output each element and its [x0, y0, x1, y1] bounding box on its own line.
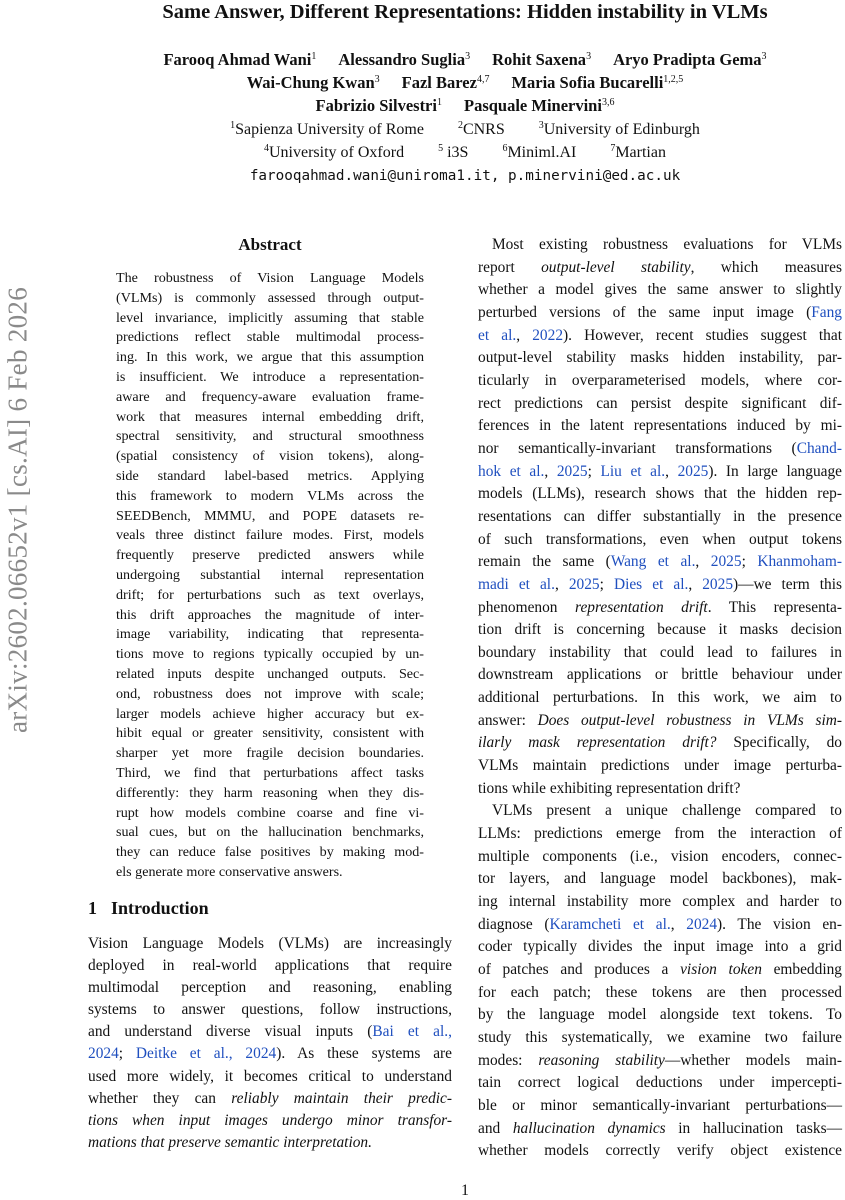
- affiliation-marker: 1: [436, 97, 442, 108]
- text-line: tion drift is concerning because it masks decision: [478, 621, 842, 639]
- abstract-body: [116, 269, 424, 883]
- text-line: whether they can reliably maintain their predic-: [88, 1089, 452, 1107]
- text-line: Third, we find that perturbations affect tasks: [116, 764, 424, 781]
- text-line: hibit equal or greater sensitivity, consistent with: [116, 725, 424, 742]
- text-line: differently: they harm reasoning when they dis-: [116, 784, 424, 801]
- citation-link[interactable]: et al.: [478, 326, 517, 344]
- page-number: 1: [461, 1182, 469, 1199]
- affiliation-marker: 4: [264, 143, 269, 154]
- arxiv-identifier: arXiv:2602.06652v1 [cs.AI] 6 Feb 2026: [2, 286, 33, 734]
- text-line: this drift approaches the magnitude of inter-: [116, 606, 424, 623]
- citation-link[interactable]: 2022: [532, 326, 564, 344]
- author-name: Wai-Chung Kwan$^3$: [246, 73, 380, 92]
- citation-link[interactable]: 2025: [677, 462, 709, 480]
- text-line: deployed in real-world applications that require: [88, 957, 452, 975]
- text-line: larger models achieve higher accuracy but ex-: [116, 705, 424, 722]
- text-line: study this systematically, we examine two failure: [478, 1028, 842, 1046]
- text-line: [88, 1132, 452, 1154]
- text-line: rect predictions can persist despite significant dif-: [478, 394, 842, 412]
- citation-link[interactable]: 2024: [245, 1045, 277, 1063]
- affiliation: $^6$Miniml.AI: [502, 143, 577, 161]
- author-name: Farooq Ahmad Wani$^1$: [163, 50, 317, 69]
- abstract-heading: Abstract: [238, 235, 302, 254]
- text-line: models (LLMs), research shows that the hidden rep-: [478, 485, 842, 503]
- text-line: related inputs despite unchanged outputs. Sec-: [116, 665, 424, 682]
- text-line: aware and frequency-aware evaluation frame-: [116, 388, 424, 405]
- section-heading-introduction: [88, 896, 209, 920]
- author-name: Fazl Barez$^{4,7}$: [401, 73, 490, 92]
- text-line: they can reduce false positives by making mod-: [116, 844, 424, 861]
- affiliation: $^1$Sapienza University of Rome: [230, 120, 424, 138]
- text-line: predictions reflect stable multimodal process-: [116, 329, 424, 346]
- text-line: phenomenon representation drift. This representa-: [478, 598, 843, 616]
- text-line: side standard label-based metrics. Applying: [116, 467, 424, 484]
- text-line: multiple components (i.e., vision encoders, connec-: [478, 847, 842, 865]
- author-line: [60, 95, 845, 117]
- affiliation: $^3$University of Edinburgh: [538, 120, 700, 138]
- text-line: ticularly in overparameterised models, where cor-: [478, 371, 842, 389]
- author-name: Fabrizio Silvestri$^1$: [315, 96, 442, 115]
- author-name: Alessandro Suglia$^3$: [338, 50, 471, 69]
- author-name: Aryo Pradipta Gema$^3$: [613, 50, 767, 69]
- text-line: [88, 1110, 452, 1132]
- text-line: veals three distinct failure modes. First, models: [116, 527, 424, 544]
- text-line: (VLMs) is commonly assessed through output-: [116, 289, 424, 306]
- text-line: and understand diverse visual inputs (Bai et al.,: [88, 1023, 452, 1041]
- affiliation-marker: 3: [586, 51, 592, 62]
- text-line: multimodal perception and reasoning, enabling: [88, 979, 452, 997]
- text-line: Vision Language Models (VLMs) are increasingly: [88, 935, 452, 952]
- text-line: perturbed versions of the same input image (Fang: [478, 303, 842, 321]
- text-line: of such transformations, even when output tokens: [478, 530, 842, 548]
- affiliation-marker: 3: [374, 74, 380, 85]
- text-line: ond, robustness does not improve with scale;: [116, 685, 424, 702]
- text-line: tions move to regions typically occupied by un-: [116, 646, 424, 663]
- text-line: boundary instability that could lead to failures in: [478, 643, 842, 661]
- text-line: coder typically divides the input image into a grid: [478, 938, 842, 956]
- text-line: VLMs present a unique challenge compared to: [492, 802, 842, 820]
- citation-link[interactable]: Fang: [811, 303, 842, 321]
- citation-link[interactable]: 2024: [686, 915, 718, 933]
- text-line: madi et al., 2025; Dies et al., 2025)—we term this: [478, 575, 843, 593]
- affiliation-marker: 2: [457, 120, 463, 131]
- italic-text: hallucination dynamics: [512, 1119, 666, 1137]
- citation-link[interactable]: Dies et al.: [613, 575, 689, 593]
- affiliation-marker: 3: [538, 120, 544, 131]
- affiliation-marker: 4,7: [476, 74, 490, 85]
- text-line: LLMs: predictions emerge from the interaction of: [478, 825, 842, 843]
- citation-link[interactable]: Karamcheti et al.: [549, 915, 671, 933]
- affiliation: $^7$Martian: [610, 143, 666, 161]
- paper-title: Same Answer, Different Representations: Hidden instability in VLMs: [162, 1, 768, 23]
- affiliation-marker: 3: [465, 51, 471, 62]
- citation-link[interactable]: 2025: [568, 575, 600, 593]
- text-line: downstream applications or brittle behaviour under: [478, 666, 842, 684]
- text-line: and hallucination dynamics in hallucination tasks—: [478, 1119, 842, 1137]
- text-line: ing. In this work, we argue that this assumption: [116, 349, 424, 366]
- italic-text: ilarly mask representation drift?: [478, 734, 717, 752]
- text-line: nor semantically-invariant transformations (Chand-: [478, 439, 842, 457]
- text-line: diagnose (Karamcheti et al., 2024). The vision en-: [478, 915, 842, 933]
- citation-link[interactable]: Bai et al.,: [372, 1023, 452, 1041]
- citation-link[interactable]: madi et al.: [478, 575, 555, 593]
- text-line: hok et al., 2025; Liu et al., 2025). In large language: [478, 462, 842, 480]
- citation-link[interactable]: Deitke et al.,: [135, 1045, 233, 1063]
- author-line: [60, 49, 845, 71]
- author-name: Pasquale Minervini$^{3,6}$: [463, 96, 615, 115]
- citation-link[interactable]: Khanmoham-: [757, 553, 842, 571]
- text-line: tions while exhibiting representation drift?: [478, 779, 741, 797]
- text-line: rupt how models combine coarse and fine vi-: [116, 804, 424, 821]
- text-line: for each patch; these tokens are then processed: [478, 983, 842, 1001]
- text-line: SEEDBench, MMMU, and POPE datasets re-: [116, 507, 424, 524]
- author-name: Maria Sofia Bucarelli$^{1,2,5}$: [511, 73, 684, 92]
- text-line: work that measures internal embedding drift,: [116, 408, 424, 425]
- text-line: ilarly mask representation drift? Specifically, do: [478, 734, 843, 752]
- text-line: whether a model gives the same answer to slightly: [478, 281, 842, 299]
- text-line: tor layers, and language model backbones), mak-: [478, 870, 842, 888]
- text-line: VLMs maintain predictions under image perturba-: [478, 757, 842, 775]
- section-title: Introduction: [111, 898, 209, 918]
- text-line: resentations can differ substantially in the presence: [478, 507, 842, 525]
- italic-text: output-level stability: [541, 258, 691, 276]
- introduction-body-left: [88, 933, 452, 1154]
- text-line: et al., 2022). However, recent studies suggest that: [478, 326, 842, 344]
- citation-link[interactable]: Chand-: [796, 439, 842, 457]
- citation-link[interactable]: hok et al.: [478, 462, 545, 480]
- italic-text: reliably maintain their predic-: [231, 1089, 452, 1107]
- affiliation-marker: 3: [761, 51, 767, 62]
- text-line: tain correct logical deductions under impercepti-: [478, 1074, 842, 1092]
- affiliation-marker: 1: [230, 120, 236, 131]
- text-line: whether models correctly verify object existence: [478, 1142, 842, 1160]
- affiliation: $^5$ i3S: [438, 143, 469, 161]
- text-line: ing internal instability more complex and harder to: [478, 893, 842, 911]
- affiliation-line: [60, 142, 845, 164]
- text-line: is insufficient. We introduce a representation-: [116, 368, 424, 385]
- italic-text: vision token: [680, 961, 762, 978]
- text-line: level invariance, implicitly assuming that stable: [116, 309, 424, 326]
- text-line: els generate more conservative answers.: [116, 863, 343, 880]
- text-line: image variability, indicating that representa-: [116, 626, 424, 643]
- text-line: (spatial consistency of vision tokens), along-: [116, 448, 424, 465]
- text-line: this framework to modern VLMs across the: [116, 487, 424, 504]
- affiliation-line: [60, 119, 845, 141]
- text-line: Most existing robustness evaluations for VLMs: [492, 236, 842, 253]
- text-line: drift; for perturbations such as text overlays,: [116, 586, 424, 603]
- citation-link[interactable]: 2025: [556, 462, 588, 480]
- citation-link[interactable]: Wang et al.: [610, 553, 696, 571]
- affiliation-marker: 5: [438, 143, 444, 154]
- author-emails: farooqahmad.wani@uniroma1.it, p.minervini@ed.ac.uk: [249, 168, 681, 184]
- italic-text: tions when input images undergo minor transfor-: [88, 1111, 452, 1129]
- citation-link[interactable]: Liu et al.: [600, 462, 666, 480]
- text-line: of patches and produces a vision token embedding: [478, 961, 842, 978]
- affiliation: $^4$University of Oxford: [264, 143, 405, 161]
- text-line: report output-level stability, which measures: [478, 258, 842, 276]
- text-line: modes: reasoning stability—whether models main-: [478, 1051, 843, 1069]
- text-line: remain the same (Wang et al., 2025; Khanmoham-: [478, 553, 842, 571]
- author-name: Rohit Saxena$^3$: [492, 50, 592, 69]
- author-line: [60, 72, 845, 94]
- text-line: ble or minor semantically-invariant perturbations—: [478, 1096, 842, 1114]
- citation-link[interactable]: 2024: [88, 1045, 119, 1063]
- citation-link[interactable]: 2025: [702, 575, 734, 593]
- introduction-body-right: [478, 234, 842, 1163]
- affiliation-marker: 6: [502, 143, 508, 154]
- text-line: systems to answer questions, follow instructions,: [88, 1001, 452, 1019]
- affiliation-marker: 1,2,5: [663, 74, 684, 85]
- italic-text: representation drift: [575, 598, 708, 616]
- affiliation: $^2$CNRS: [457, 120, 505, 138]
- text-line: used more widely, it becomes critical to understand: [88, 1067, 452, 1085]
- section-number: 1: [88, 898, 97, 918]
- text-line: spectral sensitivity, and structural smoothness: [116, 428, 424, 445]
- text-line: The robustness of Vision Language Models: [116, 270, 424, 286]
- text-line: by the language model alongside text tokens. To: [478, 1006, 842, 1024]
- affiliation-marker: 3,6: [601, 97, 615, 108]
- citation-link[interactable]: 2025: [710, 553, 742, 571]
- italic-text: mations that preserve semantic interpretation.: [88, 1133, 372, 1151]
- text-line: undergoing substantial internal representation: [116, 566, 424, 583]
- text-line: sharper yet more fragile decision boundaries.: [116, 745, 424, 762]
- affiliation-marker: 1: [311, 51, 317, 62]
- text-line: sual cues, but on the hallucination benchmarks,: [116, 824, 424, 841]
- text-line: additional perturbations. In this work, we aim to: [478, 689, 842, 707]
- text-line: frequently preserve predicted answers while: [116, 547, 424, 564]
- italic-text: reasoning stability: [538, 1051, 665, 1069]
- text-line: 2024; Deitke et al., 2024). As these systems are: [88, 1045, 452, 1063]
- text-line: answer: Does output-level robustness in VLMs sim-: [478, 711, 842, 729]
- text-line: output-level stability masks hidden instability, par-: [478, 349, 842, 367]
- affiliation-marker: 7: [610, 143, 616, 154]
- text-line: ferences in the latent representations induced by mi-: [478, 417, 842, 435]
- italic-text: Does output-level robustness in VLMs sim-: [537, 711, 842, 729]
